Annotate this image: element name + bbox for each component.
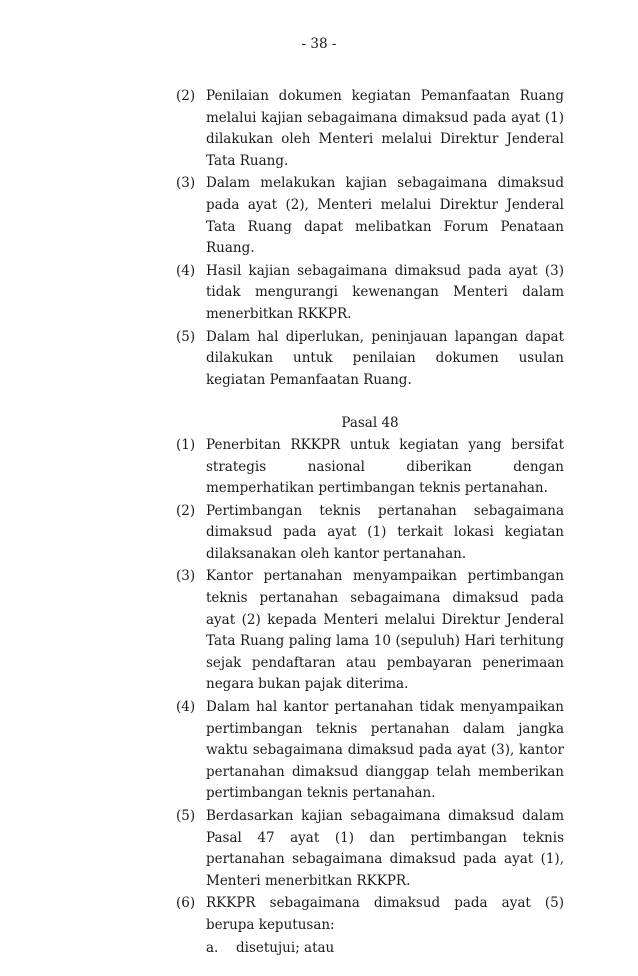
paragraph-item	[176, 806, 564, 892]
pasal-heading: Pasal 48	[341, 415, 399, 432]
paragraph-item	[176, 173, 564, 259]
paragraph-item	[176, 435, 564, 500]
subitem	[206, 938, 334, 960]
paragraph-text: RKKPR sebagaimana dimaksud pada ayat (5) berupa keputusan:	[206, 895, 564, 933]
paragraph-number: (2)	[176, 88, 196, 104]
subitem-text: disetujui; atau	[236, 939, 335, 956]
paragraph-text: Dalam hal diperlukan, peninjauan lapangan dapat dilakukan untuk penilaian dokumen usulan kegiatan Pemanfaatan Ruang.	[206, 328, 564, 388]
paragraph-text: Hasil kajian sebagaimana dimaksud pada ayat (3) tidak mengurangi kewenangan Menteri dalam menerbitkan RKKPR.	[206, 262, 564, 322]
paragraph-text: Dalam melakukan kajian sebagaimana dimaksud pada ayat (2), Menteri melalui Direktur Jenderal Tata Ruang dapat melibatkan Forum Penataan Ruang.	[206, 175, 564, 257]
paragraph-number: (4)	[176, 262, 196, 279]
paragraph-item	[176, 893, 564, 936]
paragraph-number: (2)	[176, 502, 196, 519]
paragraph-item	[176, 327, 564, 392]
paragraph-number: (3)	[176, 175, 196, 192]
paragraph-number: (4)	[176, 699, 196, 716]
paragraph-number: (5)	[176, 808, 196, 824]
paragraph-number: (3)	[176, 568, 196, 585]
paragraph-number: (5)	[176, 328, 196, 345]
paragraph-text: Berdasarkan kajian sebagaimana dimaksud dalam Pasal 47 ayat (1) dan pertimbangan teknis pertanahan sebagaimana dimaksud pada ayat (1), Menteri menerbitkan RKKPR.	[206, 808, 564, 889]
paragraph-text: Kantor pertanahan menyampaikan pertimbangan teknis pertanahan sebagaimana dimaksud pada ayat (2) kepada Menteri melalui Direktur Jenderal Tata Ruang paling lama 10 (sepuluh) Hari terhitung sejak pendaftaran atau pembayaran penerimaan negara bukan pajak diterima.	[206, 568, 564, 693]
paragraph-text: Penerbitan RKKPR untuk kegiatan yang bersifat strategis nasional diberikan dengan memperhatikan pertimbangan teknis pertanahan.	[206, 436, 564, 497]
paragraph-item	[176, 86, 564, 172]
subitem-row	[176, 938, 564, 960]
paragraph-item	[176, 566, 564, 696]
paragraph-item	[176, 501, 564, 566]
paragraph-text: Pertimbangan teknis pertanahan sebagaimana dimaksud pada ayat (1) terkait lokasi kegiatan dilaksanakan oleh kantor pertanahan.	[206, 502, 564, 562]
subitem-label: a.	[206, 939, 219, 956]
paragraph-number: (6)	[176, 895, 196, 912]
page-number: - 38 -	[301, 36, 337, 52]
document-body	[176, 86, 564, 960]
paragraph-number: (1)	[176, 436, 196, 453]
paragraph-text: Penilaian dokumen kegiatan Pemanfaatan Ruang melalui kajian sebagaimana dimaksud pada ayat (1) dilakukan oleh Menteri melalui Direktur Jenderal Tata Ruang.	[206, 88, 564, 169]
paragraph-item	[176, 261, 564, 326]
paragraph-item	[176, 697, 564, 805]
subitem-indent	[176, 938, 206, 960]
paragraph-text: Dalam hal kantor pertanahan tidak menyampaikan pertimbangan teknis pertanahan dalam jangka waktu sebagaimana dimaksud pada ayat (3), kantor pertanahan dimaksud dianggap telah memberikan pertimbangan teknis pertanahan.	[206, 699, 564, 802]
